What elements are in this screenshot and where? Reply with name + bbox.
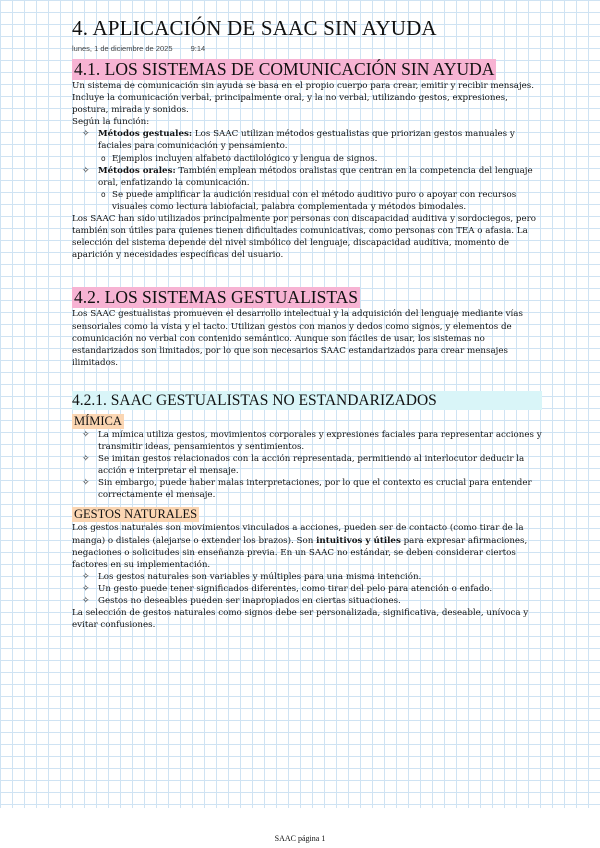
paragraph-gestos xyxy=(72,522,542,570)
heading-4-2: 4.2. LOS SISTEMAS GESTUALISTAS xyxy=(74,287,358,308)
orales-sublist xyxy=(98,189,542,213)
list-subitem: o Ejemplos incluyen alfabeto dactilológico y lengua de signos. xyxy=(98,153,542,165)
orales-text: También emplean métodos oralistas que centran en la competencia del lenguaje oral, enfatizando la comunicación. xyxy=(98,165,533,188)
heading-4-2-1: 4.2.1. SAAC GESTUALISTAS NO ESTANDARIZADOS xyxy=(72,391,542,410)
paragraph-segun: Según la función: xyxy=(72,117,150,128)
function-list xyxy=(72,128,542,213)
list-item: ✧ Gestos no deseables pueden ser inapropiados en ciertas situaciones. xyxy=(72,595,542,607)
heading-mimica: MÍMICA xyxy=(74,413,122,428)
page-footer: SAAC página 1 xyxy=(274,834,326,843)
list-item: ✧ Sin embargo, puede haber malas interpretaciones, por lo que el contexto es crucial para entender correctamente el mensaje. xyxy=(72,477,542,501)
heading-4-1: 4.1. LOS SISTEMAS DE COMUNICACIÓN SIN AYUDA xyxy=(74,59,495,79)
gestuales-text: Los SAAC utilizan métodos gestualistas que priorizan gestos manuales y faciales para comunicación y pensamiento. xyxy=(98,129,515,152)
orales-label: Métodos orales: xyxy=(98,165,176,176)
gestos-text-a: Los gestos naturales son movimientos vinculados a acciones, pueden ser de contacto (como tirar de la manga) o distales (alejarse o extender los brazos). Son xyxy=(72,523,524,546)
gestuales-sublist xyxy=(98,153,542,165)
list-subitem: o Se puede amplificar la audición residual con el método auditivo puro o apoyar con recursos visuales como lectura labiofacial, palabra complementada y métodos bimodales. xyxy=(98,189,542,213)
list-item-gestuales xyxy=(72,128,542,164)
paragraph-gestualistas: Los SAAC gestualistas promueven el desarrollo intelectual y la adquisición del lenguaje mediante vías sensoriales como la vista y el tacto. Utilizan gestos con manos y dedos como signos, y elementos de comunicación no verbal con contenido semántico. Aunque son fáciles de usar, los sistemas no estandarizados son limitados, por lo que son necesarios SAAC estandarizados para crear mensajes ilimitados. xyxy=(72,309,523,368)
gestos-text-b: para expresar afirmaciones, negaciones o solicitudes sin enseñanza previa. En un SAAC no estándar, se deben considerar ciertos factores en su implementación. xyxy=(72,535,528,570)
paragraph-closing: Los SAAC han sido utilizados principalmente por personas con discapacidad auditiva y sordociegos, pero también son útiles para quienes tienen dificultades comunicativas, como personas con TEA o afasia. La selección del sistema depende del nivel simbólico del lenguaje, discapacidad auditiva, momento de aparición y necesidades específicas del usuario. xyxy=(72,214,537,261)
mimica-list xyxy=(72,429,542,502)
page-title: 4. APLICACIÓN DE SAAC SIN AYUDA xyxy=(72,16,437,40)
list-item: ✧ Un gesto puede tener significados diferentes, como tirar del pelo para atención o enfado. xyxy=(72,583,542,595)
list-item: ✧ Se imitan gestos relacionados con la acción representada, permitiendo al interlocutor deducir la acción e interpretar el mensaje. xyxy=(72,453,542,477)
page-content xyxy=(72,15,542,631)
list-item: ✧ La mímica utiliza gestos, movimientos corporales y expresiones faciales para representar acciones y transmitir ideas, pensamientos y sentimientos. xyxy=(72,429,542,453)
gestuales-label: Métodos gestuales: xyxy=(98,129,193,140)
list-item-orales xyxy=(72,165,542,213)
gestos-bold: intuitivos y útiles xyxy=(316,535,401,546)
paragraph-intro: Un sistema de comunicación sin ayuda se basa en el propio cuerpo para crear, emitir y recibir mensajes. Incluye la comunicación verbal, principalmente oral, y la no verbal, utilizando gestos, expresiones, postura, mirada y sonidos. xyxy=(72,81,535,116)
page-date: lunes, 1 de diciembre de 2025 xyxy=(72,44,173,53)
heading-gestos-naturales: GESTOS NATURALES xyxy=(74,507,198,522)
list-item: ✧ Los gestos naturales son variables y múltiples para una misma intención. xyxy=(72,571,542,583)
page-time: 9:14 xyxy=(190,44,206,53)
date-time xyxy=(72,44,542,53)
paragraph-gestos-closing: La selección de gestos naturales como signos debe ser personalizada, significativa, deseable, unívoca y evitar confusiones. xyxy=(72,608,529,631)
gestos-list xyxy=(72,571,542,607)
